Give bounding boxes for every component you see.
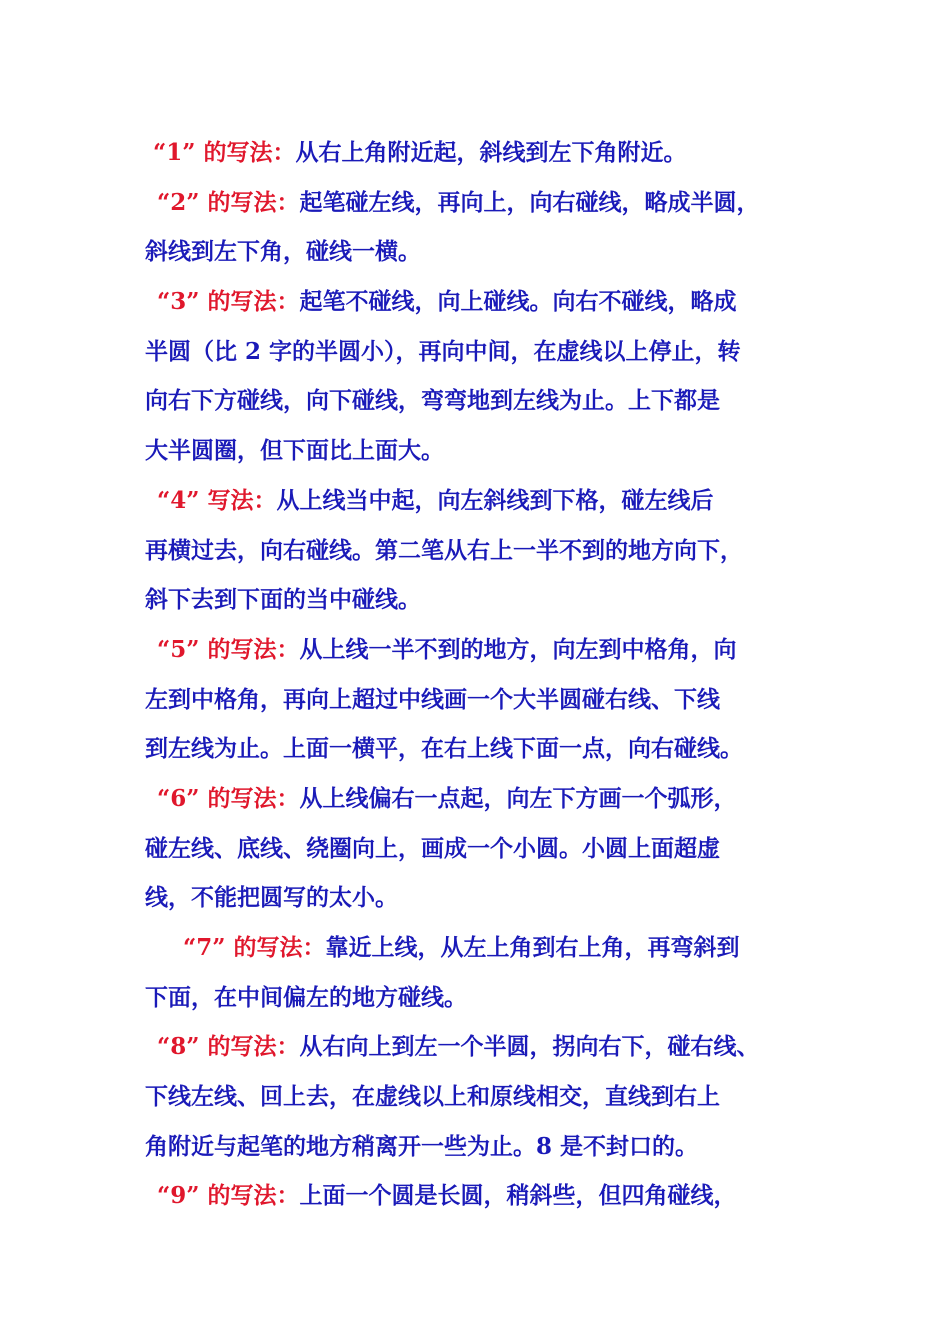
digit-heading-2: “2” 的写法： <box>157 188 300 216</box>
line-text: 左到中格角，再向上超过中线画一个大半圆碰右线、下线 <box>145 685 720 713</box>
line-text: 下面，在中间偏左的地方碰线。 <box>145 983 467 1011</box>
paragraph-line <box>145 724 825 774</box>
paragraph-line <box>145 1122 825 1172</box>
line-text: 到左线为止。上面一横平，在右上线下面一点，向右碰线。 <box>145 735 743 763</box>
paragraph-line <box>145 774 825 824</box>
paragraph-line <box>145 476 825 526</box>
paragraph-line <box>145 327 825 377</box>
digit-heading-5: “5” 的写法： <box>157 635 300 663</box>
digit-heading-7: “7” 的写法： <box>183 934 326 961</box>
line-text: 大半圆圈，但下面比上面大。 <box>145 437 444 465</box>
line-text: 线，不能把圆写的太小。 <box>145 884 398 912</box>
digit-heading-8: “8” 的写法： <box>157 1033 300 1061</box>
paragraph-line <box>145 376 825 426</box>
paragraph-line <box>145 277 825 327</box>
digit-heading-4: “4” 写法： <box>157 486 277 514</box>
digit-heading-3: “3” 的写法： <box>157 288 300 316</box>
paragraph-line <box>145 1022 825 1072</box>
paragraph-line <box>145 923 825 973</box>
paragraph-line <box>145 1171 825 1221</box>
line-text: 上面一个圆是长圆，稍斜些，但四角碰线， <box>299 1182 737 1210</box>
digit-heading-1: “1” 的写法： <box>153 139 296 166</box>
line-text: 靠近上线，从左上角到右上角，再弯斜到 <box>325 934 740 961</box>
paragraph-line <box>145 128 825 178</box>
document-body <box>145 128 825 1221</box>
paragraph-line <box>145 178 825 228</box>
line-text: 从右向上到左一个半圆，拐向右下，碰右线、 <box>299 1033 760 1061</box>
line-text: 从右上角附近起，斜线到左下角附近。 <box>295 139 687 166</box>
paragraph-line <box>145 675 825 725</box>
line-text: 角附近与起笔的地方稍离开一些为止。8 是不封口的。 <box>145 1132 699 1160</box>
line-text: 从上线一半不到的地方，向左到中格角，向 <box>299 635 737 663</box>
line-text: 下线左线、回上去，在虚线以上和原线相交，直线到右上 <box>145 1083 720 1111</box>
line-text: 斜线到左下角，碰线一横。 <box>145 238 421 266</box>
paragraph-line <box>145 1072 825 1122</box>
paragraph-line <box>145 227 825 277</box>
line-text: 从上线偏右一点起，向左下方画一个弧形， <box>299 784 737 812</box>
line-text: 起笔不碰线，向上碰线。向右不碰线，略成 <box>299 288 737 316</box>
digit-heading-9: “9” 的写法： <box>157 1182 300 1210</box>
line-text: 半圆（比 2 字的半圆小），再向中间，在虚线以上停止，转 <box>145 337 741 365</box>
line-text: 碰左线、底线、绕圈向上，画成一个小圆。小圆上面超虚 <box>145 834 720 862</box>
line-text: 再横过去，向右碰线。第二笔从右上一半不到的地方向下， <box>145 536 743 564</box>
paragraph-line <box>145 824 825 874</box>
paragraph-line <box>145 873 825 923</box>
paragraph-line <box>145 973 825 1023</box>
digit-heading-6: “6” 的写法： <box>157 784 300 812</box>
paragraph-line <box>145 426 825 476</box>
line-text: 斜下去到下面的当中碰线。 <box>145 586 421 614</box>
paragraph-line <box>145 625 825 675</box>
line-text: 起笔碰左线，再向上，向右碰线，略成半圆， <box>299 188 760 216</box>
line-text: 从上线当中起，向左斜线到下格，碰左线后 <box>276 486 714 514</box>
line-text: 向右下方碰线，向下碰线，弯弯地到左线为止。上下都是 <box>145 387 720 415</box>
paragraph-line <box>145 526 825 576</box>
paragraph-line <box>145 575 825 625</box>
